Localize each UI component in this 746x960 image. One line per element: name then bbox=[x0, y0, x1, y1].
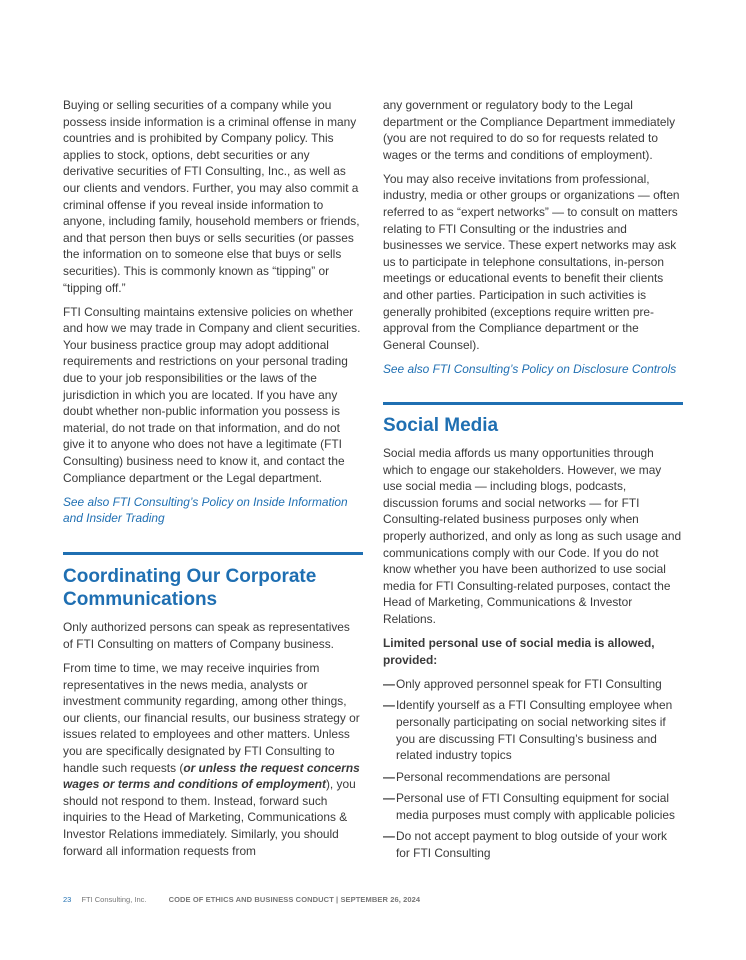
em-dash-icon: — bbox=[383, 698, 395, 713]
em-dash-icon: — bbox=[383, 769, 395, 784]
list-item: — Only approved personnel speak for FTI Consulting bbox=[383, 676, 662, 691]
section-heading-social-media: Social Media bbox=[383, 415, 499, 436]
insider-trading-paragraph: Buying or selling securities of a company while you possess inside information is a criminal offense in many countries and is prohibited by Company policy. This applies to stock, options, debt securities or any derivative securities of FTI Consulting, Inc., as well as our clients and vendors. Further, you may also commit a criminal offense if you reveal inside information to anyone, including family, household members or friends, and that person then buys or sells securities (or passes the information on to someone else that buys or sells securities). This is commonly known as “tipping” or “tipping off.” bbox=[63, 98, 360, 295]
right-column bbox=[383, 97, 683, 867]
trading-policies-paragraph: FTI Consulting maintains extensive policies on whether and how we may trade in Company and client securities. Your business practice group may adopt additional requirements and restrictions on your personal trading due to your job responsibilities or the laws of the jurisdiction in which you are located. If you have any doubt whether non-public information you possess is material, do not trade on that information, and do not give it to anyone who does not have a legitimate (FTI Consulting) business need to know it, and contact the Compliance department or the Legal department. bbox=[63, 304, 361, 485]
document-title: CODE OF ETHICS AND BUSINESS CONDUCT | SEPTEMBER 26, 2024 bbox=[168, 895, 421, 904]
left-column bbox=[63, 97, 363, 867]
personal-use-list bbox=[383, 676, 683, 862]
page-number: 23 bbox=[63, 895, 72, 904]
government-requests-paragraph: any government or regulatory body to the Legal department or the Compliance Department immediately (you are not required to do so for requests related to wages or the terms and conditions of employment). bbox=[383, 98, 676, 162]
em-dash-icon: — bbox=[383, 791, 395, 806]
authorized-persons-paragraph: Only authorized persons can speak as representatives of FTI Consulting on matters of Company business. bbox=[63, 620, 350, 651]
list-item: — Personal recommendations are personal bbox=[383, 769, 611, 784]
section-heading-corporate-communications: Coordinating Our Corporate Communications bbox=[63, 566, 317, 611]
expert-networks-paragraph: You may also receive invitations from professional, industry, media or other groups or organizations — often referred to as “expert networks” — to consult on matters relating to FTI Consulting or the industries and businesses we service. These expert networks may ask us to participate in telephone consultations, in-person meetings or educational events to benefit their clients and other parties. Participation in such activities is generally prohibited (exceptions require written pre-approval from the Compliance department or the General Counsel). bbox=[383, 171, 680, 352]
media-inquiries-text-a: From time to time, we may receive inquiries from representatives in the news media, analysts or investment community regarding, among other things, our clients, our financial results, our business strategy or issues related to employees and other matters. Unless you are specifically designated by FTI Consulting to handle such requests ( bbox=[63, 661, 360, 775]
disclosure-controls-policy-link[interactable]: See also FTI Consulting’s Policy on Disclosure Controls bbox=[383, 361, 677, 376]
media-inquiries-text-b: ), you should not respond to them. Instead, forward such inquiries to the Head of Marketing, Communications & Investor Relations immediately. Similarly, you should forward all information requests from bbox=[63, 777, 356, 858]
list-item: — Identify yourself as a FTI Consulting employee when personally participating on social networking sites if you are discussing FTI Consulting’s business and related industry topics bbox=[383, 698, 673, 763]
page-footer bbox=[63, 895, 420, 904]
em-dash-icon: — bbox=[383, 829, 395, 844]
inside-information-policy-link[interactable]: See also FTI Consulting’s Policy on Inside Information and Insider Trading bbox=[63, 494, 348, 526]
wages-exception-emphasis: or unless the request concerns wages or terms and conditions of employment bbox=[63, 760, 360, 792]
list-item: — Do not accept payment to blog outside of your work for FTI Consulting bbox=[383, 829, 667, 861]
personal-use-intro: Limited personal use of social media is allowed, provided: bbox=[383, 636, 655, 667]
media-inquiries-paragraph bbox=[63, 660, 363, 859]
company-name: FTI Consulting, Inc. bbox=[81, 895, 147, 904]
social-media-paragraph: Social media affords us many opportunities through which to engage our stakeholders. However, we may use social media — including blogs, podcasts, discussion forums and social networks — for FTI Consulting-related business purposes only when properly authorized, and only as long as such usage and communications comply with our Code. If you do not know whether you have been authorized to use social media for FTI Consulting-related purposes, contact the Head of Marketing, Communications & Investor Relations. bbox=[383, 446, 682, 626]
list-item: — Personal use of FTI Consulting equipment for social media purposes must comply with applicable policies bbox=[383, 791, 675, 822]
em-dash-icon: — bbox=[383, 676, 395, 691]
